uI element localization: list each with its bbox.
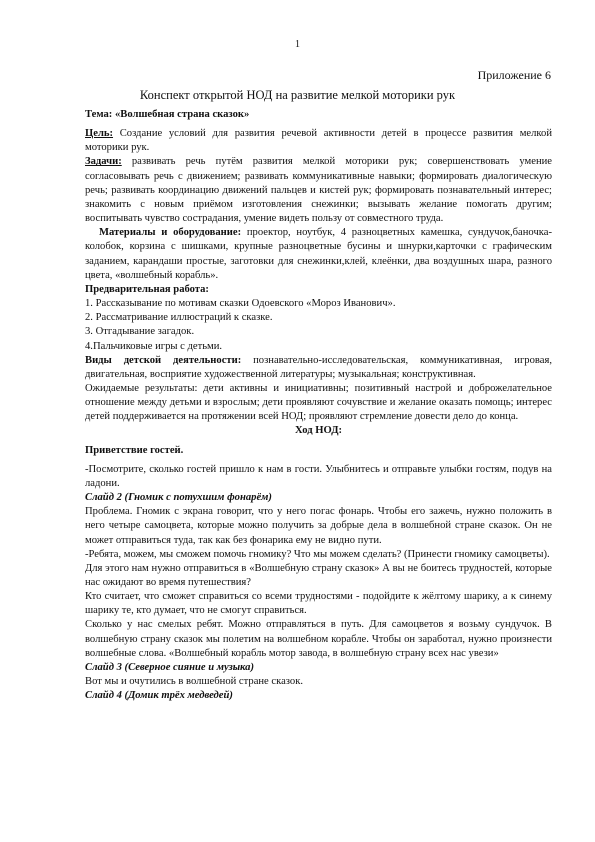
greeting-heading: Приветствие гостей. [85, 444, 184, 456]
prelim-item: 2. Рассматривание иллюстраций к сказке. [85, 312, 273, 324]
progress-heading: Ход НОД: [294, 425, 343, 437]
paragraph-balloons: Кто считает, что сможет справиться со всеми трудностями - подойдите к жёлтому шарику, а к синему шарику те, кто думает, что не смогут справиться. [85, 591, 552, 617]
expected-paragraph: Ожидаемые результаты: дети активны и инициативны; позитивный настрой и доброжелательное отношение между детьми и взрослым; дети проявляют сочувствие и желание оказать помощь; интерес детей поддерживается на протяжении всей НОД; проявляют стремление довести дело до конца. [85, 382, 552, 423]
prelim-item: 1. Рассказывание по мотивам сказки Одоевского «Мороз Иванович». [85, 298, 396, 310]
paragraph-journey: Для этого нам нужно отправиться в «Волшебную страну сказок» А вы не боитесь трудностей, которые нас ожидают во время путешествия? [85, 562, 552, 588]
slide-4-label: Слайд 4 (Домик трёх медведей) [85, 690, 233, 702]
materials-label: Материалы и оборудование: [99, 227, 242, 239]
goal-label: Цель: [85, 128, 114, 140]
materials-paragraph [85, 226, 552, 283]
paragraph-question: -Ребята, можем, мы сможем помочь гномику? Что мы можем сделать? (Принести гномику самоцветы). [85, 548, 550, 560]
activity-text: познавательно-исследовательская, коммуникативная, игровая, двигательная, восприятие художественной литературы; музыкальная; конструктивная. [85, 354, 552, 380]
goal-paragraph [85, 127, 552, 155]
document-body [85, 108, 552, 703]
tasks-text: развивать речь путём развития мелкой моторики рук; совершенствовать умение согласовывать речь с движением; развивать коммуникативные навыки; формировать диалогическую речь; развивать координацию движений пальцев и кистей рук; формировать познавательный интерес; знакомить с новым приёмом изготовления снежинки; вызывать желание помогать другим; воспитывать чувство сострадания, умение видеть пользу от совместного труда. [85, 156, 552, 225]
theme-line: Тема: «Волшебная страна сказок» [85, 109, 250, 120]
prelim-item: 3. Отгадывание загадок. [85, 326, 195, 338]
document-title: Конспект открытой НОД на развитие мелкой моторики рук [139, 88, 456, 102]
tasks-paragraph [85, 155, 552, 226]
paragraph-problem: Проблема. Гномик с экрана говорит, что у него погас фонарь. Чтобы его зажечь, нужно положить в него четыре самоцвета, которые можно получить за добрые дела в волшебной стране сказок. Он не может отправиться туда, так как без фонарика ему не видно пути. [85, 506, 552, 546]
paragraph-arrival: Вот мы и очутились в волшебной стране сказок. [85, 676, 304, 688]
materials-text: проектор, ноутбук, 4 разноцветных камешка, сундучок,баночка-колобок, корзина с шишками, крупные разноцветные бусины и шнурки,карточки с графическим заданием, карандаши простые, заготовки для снежинки,клей, клеёнки, два воздушных шара, разного цвета, «волшебный корабль». [85, 227, 552, 281]
activity-label: Виды детской деятельности: [85, 354, 242, 366]
slide-3-label: Слайд 3 (Северное сияние и музыка) [85, 661, 254, 673]
prelim-label: Предварительная работа: [85, 283, 209, 295]
goal-text: Создание условий для развития речевой активности детей в процессе развития мелкой моторики рук. [85, 128, 552, 154]
slide-2-label: Слайд 2 (Гномик с потухшим фонарём) [85, 492, 272, 504]
paragraph-greeting: -Посмотрите, сколько гостей пришло к нам в гости. Улыбнитесь и отправьте улыбки гостям, подув на ладони. [85, 463, 552, 489]
activity-paragraph [85, 354, 552, 382]
tasks-label: Задачи: [85, 156, 122, 168]
paragraph-ship: Сколько у нас смелых ребят. Можно отправляться в путь. Для самоцветов я возьму сундучок. В волшебную страну сказок мы полетим на волшебном корабле. Чтобы он заработал, нужно произнести волшебные слова. «Волшебный корабль мотор завода, в волшебную страну всех нас увези» [85, 619, 552, 659]
appendix-label: Приложение 6 [477, 68, 551, 82]
page-number: 1 [295, 39, 300, 50]
prelim-item: 4.Пальчиковые игры с детьми. [85, 340, 223, 352]
